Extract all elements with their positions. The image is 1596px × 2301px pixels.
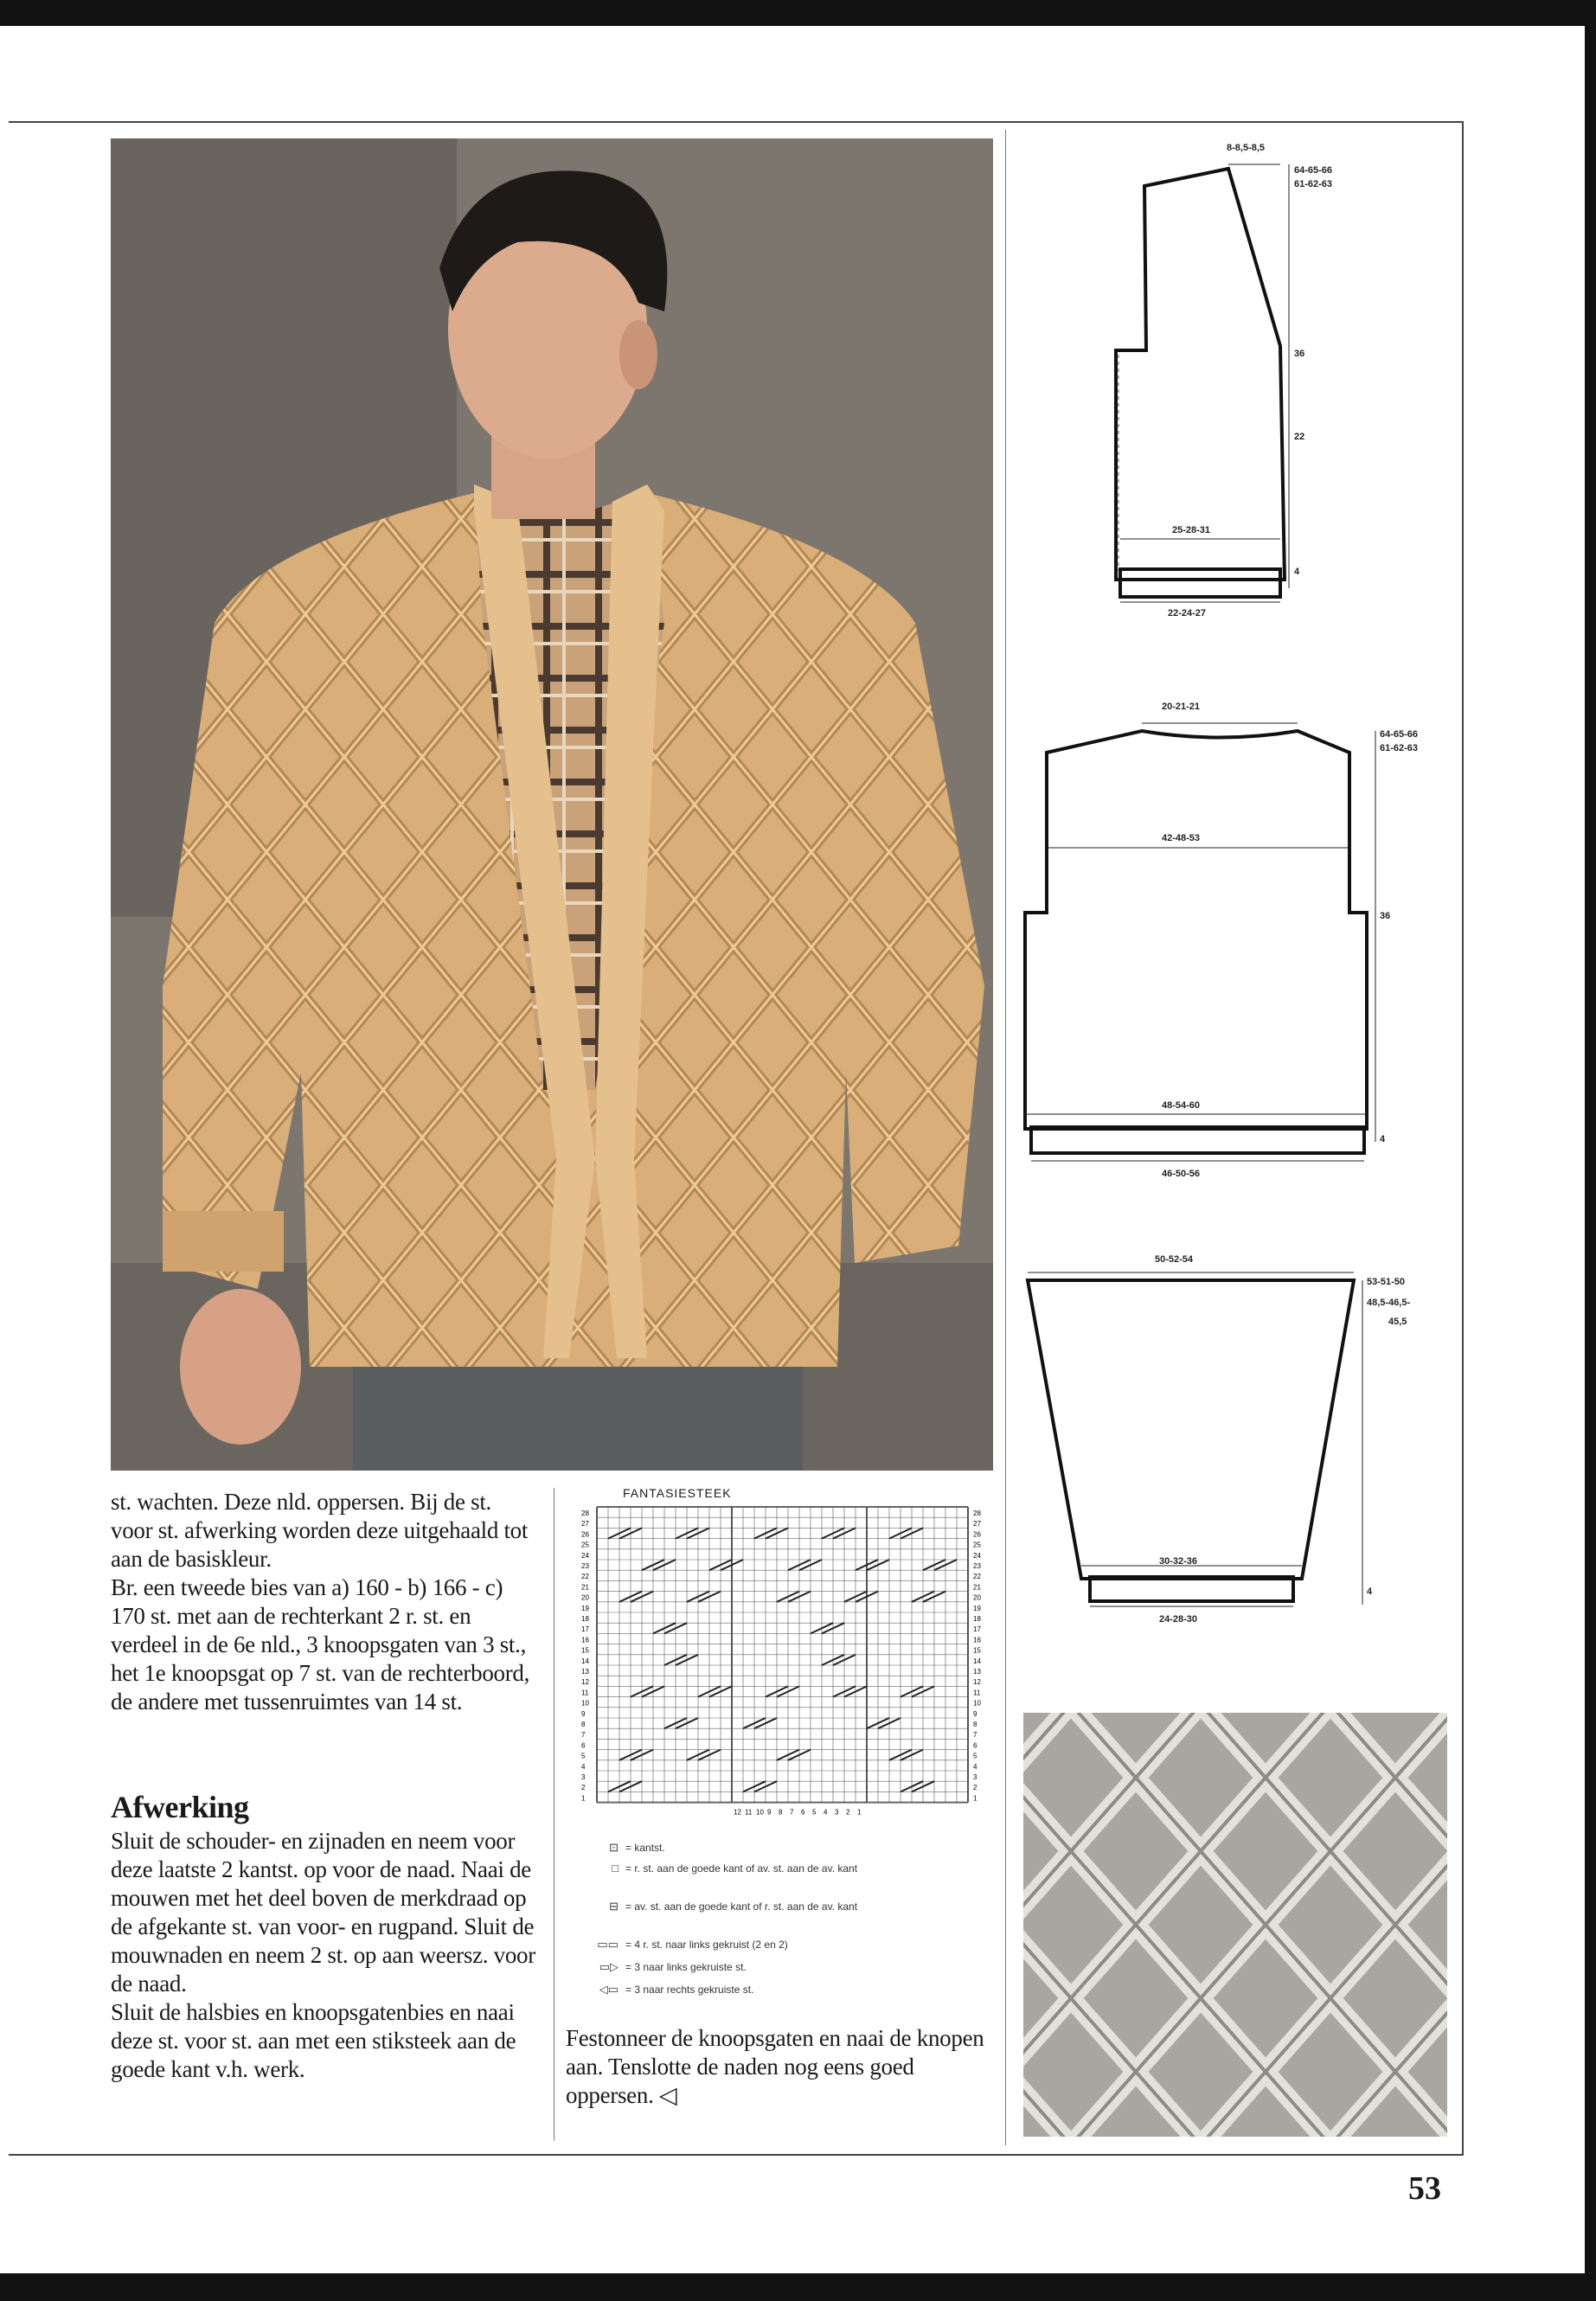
chart-cable-mark bbox=[777, 1750, 811, 1760]
chart-row-number: 13 bbox=[973, 1668, 981, 1676]
chart-row-number: 3 bbox=[973, 1773, 977, 1781]
chart-cable-mark bbox=[687, 1750, 721, 1760]
paragraph: Sluit de halsbies en knoopsgatenbies en naai deze st. voor st. aan met een stiksteek aan de goede kant v.h. werk. bbox=[111, 1999, 516, 2082]
chart-cable-mark bbox=[664, 1655, 698, 1665]
chart-row-number: 22 bbox=[973, 1573, 981, 1581]
chart-row-number: 13 bbox=[581, 1668, 589, 1676]
chart-col-number: 3 bbox=[835, 1808, 839, 1817]
front-rib-label: 4 bbox=[1294, 567, 1300, 577]
front-side-label: 22 bbox=[1294, 432, 1305, 442]
chart-row-number: 20 bbox=[973, 1593, 981, 1602]
front-outline bbox=[1116, 169, 1285, 580]
back-height-label: 64-65-66 bbox=[1380, 729, 1419, 740]
chart-cable-mark bbox=[766, 1686, 799, 1696]
chart-row-number: 17 bbox=[973, 1625, 981, 1634]
bottom-border bbox=[0, 2273, 1596, 2301]
chart-row-number: 26 bbox=[581, 1530, 589, 1539]
chart-cable-mark bbox=[687, 1592, 721, 1602]
chart-cable-mark bbox=[653, 1623, 687, 1633]
chart-col-number: 1 bbox=[857, 1808, 862, 1817]
chart-row-number: 6 bbox=[973, 1741, 977, 1750]
chart-row-number: 18 bbox=[973, 1615, 981, 1623]
back-outline bbox=[1025, 731, 1367, 1129]
legend-item bbox=[567, 1841, 665, 1855]
chart-row-number: 25 bbox=[581, 1541, 589, 1549]
swatch-illustration bbox=[1023, 1713, 1447, 2137]
legend-symbol: ▭▷ bbox=[599, 1960, 619, 1973]
chart-row-number: 11 bbox=[973, 1689, 981, 1697]
chart-row-number: 24 bbox=[581, 1551, 589, 1560]
chart-cable-mark bbox=[698, 1686, 732, 1696]
chart-cable-mark bbox=[777, 1592, 811, 1602]
chart-row-number: 24 bbox=[973, 1551, 981, 1560]
chart-col-number: 6 bbox=[801, 1808, 805, 1817]
chart-cable-mark bbox=[833, 1686, 867, 1696]
legend-symbol: ⊡ bbox=[609, 1841, 619, 1854]
paragraph: st. wachten. Deze nld. oppersen. Bij de st. voor st. afwerking worden deze uitgehaald tot aan de basiskleur. bbox=[111, 1489, 529, 1572]
front-shoulder-label: 8-8,5-8,5 bbox=[1227, 143, 1266, 153]
chart-cable-mark bbox=[844, 1592, 878, 1602]
legend-item bbox=[567, 1983, 753, 1997]
chart-row-number: 26 bbox=[973, 1530, 981, 1539]
chart-col-number: 9 bbox=[767, 1808, 772, 1817]
chart-row-number: 1 bbox=[973, 1794, 977, 1803]
chart-col-number: 8 bbox=[779, 1808, 783, 1817]
chart-row-number: 19 bbox=[973, 1604, 981, 1612]
sleeve-outline bbox=[1028, 1280, 1354, 1579]
model-photo bbox=[111, 138, 993, 1471]
chart-row-number: 16 bbox=[581, 1636, 589, 1644]
chart-row-number: 12 bbox=[581, 1678, 589, 1687]
page-number: 53 bbox=[1408, 2170, 1441, 2207]
legend-symbol: □ bbox=[612, 1862, 619, 1875]
frame-line-top bbox=[9, 121, 1462, 123]
chart-row-number: 1 bbox=[581, 1794, 586, 1803]
sleeve-rib-width-label: 24-28-30 bbox=[1159, 1614, 1198, 1625]
chart-row-number: 11 bbox=[581, 1689, 589, 1697]
back-height-label: 61-62-63 bbox=[1380, 743, 1419, 753]
chart-row-number: 6 bbox=[581, 1741, 586, 1750]
chart-cable-mark bbox=[642, 1560, 676, 1570]
back-chest-label: 42-48-53 bbox=[1162, 833, 1201, 843]
sleeve-rib bbox=[1090, 1577, 1293, 1601]
chart-row-number: 22 bbox=[581, 1573, 589, 1581]
chart-cable-mark bbox=[754, 1528, 788, 1538]
chart-col-number: 5 bbox=[812, 1808, 817, 1817]
chart-row-number: 8 bbox=[581, 1721, 586, 1728]
back-body-width-label: 48-54-60 bbox=[1162, 1100, 1201, 1111]
chart-cable-mark bbox=[901, 1686, 934, 1696]
chart-row-number: 10 bbox=[973, 1699, 981, 1708]
front-rib-width-label: 22-24-27 bbox=[1168, 608, 1207, 619]
column-divider bbox=[1005, 130, 1006, 2145]
chart-cable-mark bbox=[811, 1623, 844, 1633]
legend-text: = 4 r. st. naar links gekruist (2 en 2) bbox=[625, 1939, 788, 1951]
chart-row-number: 8 bbox=[973, 1721, 977, 1728]
chart-row-number: 4 bbox=[581, 1762, 586, 1771]
chart-cable-mark bbox=[889, 1750, 923, 1760]
model-photo-illustration bbox=[111, 138, 993, 1471]
chart-row-number: 2 bbox=[973, 1784, 977, 1792]
chart-cable-mark bbox=[608, 1528, 642, 1538]
front-height-label: 61-62-63 bbox=[1294, 179, 1333, 189]
chart-row-number: 17 bbox=[581, 1625, 589, 1634]
chart-row-number: 4 bbox=[973, 1762, 977, 1771]
legend-text: = 3 naar rechts gekruiste st. bbox=[625, 1984, 754, 1996]
chart-labels bbox=[581, 1509, 981, 1817]
chart-col-number: 7 bbox=[790, 1808, 794, 1817]
back-neck-label: 20-21-21 bbox=[1162, 702, 1201, 712]
paragraph: Sluit de schouder- en zijnaden en neem voor deze laatste 2 kantst. op voor de naad. Naai de mouwen met het deel boven de merkdraad op de afgekante st. van voor- en rugpand. Sluit de mouwnaden en neem 2 st. op aan weersz. voor de naad. bbox=[111, 1828, 535, 1997]
chart-cable-mark bbox=[664, 1718, 698, 1728]
chart-row-number: 10 bbox=[581, 1699, 589, 1708]
chart-row-number: 18 bbox=[581, 1615, 589, 1623]
instructions-column-1 bbox=[111, 1488, 535, 1716]
chart-row-number: 27 bbox=[581, 1520, 589, 1529]
chart-row-number: 5 bbox=[973, 1752, 977, 1760]
legend-item bbox=[567, 1862, 999, 1875]
back-rib-width-label: 46-50-56 bbox=[1162, 1169, 1201, 1179]
chart-row-number: 15 bbox=[973, 1646, 981, 1655]
chart-cable-mark bbox=[743, 1718, 777, 1728]
sleeve-length-label: 45,5 bbox=[1388, 1317, 1407, 1327]
chart-cable-mark bbox=[619, 1592, 653, 1602]
closing-paragraph: Festonneer de knoopsgaten en naai de knopen aan. Tenslotte de naden nog eens goed oppersen. ◁ bbox=[566, 2025, 984, 2108]
knitting-chart bbox=[571, 1498, 999, 1836]
chart-row-number: 21 bbox=[973, 1583, 981, 1592]
instructions-column-1-finishing bbox=[111, 1827, 543, 2084]
sleeve-cuff-width-label: 30-32-36 bbox=[1159, 1556, 1198, 1567]
legend-symbol: ▭▭ bbox=[597, 1938, 619, 1951]
stitch-swatch-photo bbox=[1023, 1713, 1447, 2137]
frame-line-right bbox=[1462, 121, 1464, 2154]
chart-row-number: 7 bbox=[973, 1731, 977, 1740]
chart-cable-mark bbox=[856, 1560, 889, 1570]
frame-line-bottom bbox=[9, 2154, 1464, 2156]
paragraph: Br. een tweede bies van a) 160 - b) 166 - c) 170 st. met aan de rechterkant 2 r. st. en verdeel in de 6e nld., 3 knoopsgaten van 3 st., het 1e knoopsgat op 7 st. van de rechterboord, de andere met tussenruimtes van 14 st. bbox=[111, 1574, 530, 1715]
chart-row-number: 23 bbox=[973, 1562, 981, 1570]
chart-cable-mark bbox=[889, 1528, 923, 1538]
legend-item bbox=[567, 1900, 999, 1913]
chart-cable-mark bbox=[901, 1781, 934, 1791]
chart-row-number: 12 bbox=[973, 1678, 981, 1687]
front-width-label: 25-28-31 bbox=[1172, 525, 1211, 535]
back-armhole-label: 36 bbox=[1380, 911, 1391, 921]
chart-row-number: 9 bbox=[973, 1709, 977, 1718]
chart-row-number: 3 bbox=[581, 1773, 586, 1781]
front-armhole-label: 36 bbox=[1294, 349, 1305, 359]
back-rib bbox=[1031, 1127, 1364, 1153]
chart-cable-mark bbox=[709, 1560, 743, 1570]
sleeve-rib-label: 4 bbox=[1367, 1586, 1373, 1597]
legend-text: = r. st. aan de goede kant of av. st. aan de av. kant bbox=[625, 1862, 858, 1875]
back-panel-schematic bbox=[1021, 692, 1427, 1194]
chart-row-number: 20 bbox=[581, 1593, 589, 1602]
legend-symbol: ⊟ bbox=[609, 1900, 619, 1913]
chart-row-number: 2 bbox=[581, 1784, 586, 1792]
chart-title: FANTASIESTEEK bbox=[623, 1486, 732, 1500]
front-panel-schematic bbox=[1021, 130, 1401, 631]
chart-row-number: 14 bbox=[973, 1657, 981, 1665]
chart-cable-mark bbox=[608, 1781, 642, 1791]
sleeve-length-label: 53-51-50 bbox=[1367, 1277, 1406, 1287]
chart-row-number: 9 bbox=[581, 1709, 586, 1718]
chart-cable-mark bbox=[788, 1560, 822, 1570]
chart-row-number: 5 bbox=[581, 1752, 586, 1760]
legend-item bbox=[567, 1938, 788, 1952]
chart-row-number: 23 bbox=[581, 1562, 589, 1570]
chart-row-number: 7 bbox=[581, 1731, 586, 1740]
chart-col-number: 10 bbox=[756, 1808, 764, 1817]
sleeve-schematic bbox=[1021, 1241, 1427, 1639]
chart-col-number: 4 bbox=[824, 1808, 828, 1817]
front-height-label: 64-65-66 bbox=[1294, 165, 1333, 176]
legend-text: = av. st. aan de goede kant of r. st. aan de av. kant bbox=[625, 1900, 858, 1913]
chart-col-number: 12 bbox=[734, 1808, 741, 1817]
legend-symbol: ◁▭ bbox=[599, 1983, 619, 1996]
chart-col-number: 11 bbox=[745, 1808, 753, 1817]
legend-item bbox=[567, 1960, 747, 1974]
chart-cable-mark bbox=[867, 1718, 901, 1728]
chart-cable-mark bbox=[822, 1528, 856, 1538]
chart-row-number: 19 bbox=[581, 1604, 589, 1612]
chart-cable-mark bbox=[912, 1592, 945, 1602]
chart-row-number: 16 bbox=[973, 1636, 981, 1644]
sleeve-top-width-label: 50-52-54 bbox=[1155, 1254, 1194, 1265]
chart-row-number: 28 bbox=[973, 1509, 981, 1517]
chart-row-number: 14 bbox=[581, 1657, 589, 1665]
legend-text: = kantst. bbox=[625, 1842, 665, 1854]
right-border bbox=[1585, 0, 1596, 2301]
chart-cable-mark bbox=[743, 1781, 777, 1791]
chart-cable-mark bbox=[619, 1750, 653, 1760]
chart-row-number: 28 bbox=[581, 1509, 589, 1517]
chart-row-number: 15 bbox=[581, 1646, 589, 1655]
legend-text: = 3 naar links gekruiste st. bbox=[625, 1961, 747, 1973]
chart-row-number: 27 bbox=[973, 1520, 981, 1529]
front-rib bbox=[1120, 569, 1280, 597]
chart-col-number: 2 bbox=[846, 1808, 850, 1817]
top-border bbox=[0, 0, 1596, 26]
chart-row-number: 21 bbox=[581, 1583, 589, 1592]
sleeve-length-label: 48,5-46,5- bbox=[1367, 1298, 1411, 1308]
back-rib-label: 4 bbox=[1380, 1134, 1386, 1144]
chart-cable-mark bbox=[676, 1528, 709, 1538]
chart-row-number: 25 bbox=[973, 1541, 981, 1549]
chart-cable-mark bbox=[822, 1655, 856, 1665]
chart-cable-mark bbox=[631, 1686, 664, 1696]
section-heading: Afwerking bbox=[111, 1790, 249, 1824]
chart-cable-mark bbox=[923, 1560, 957, 1570]
chart-grid bbox=[597, 1507, 968, 1803]
